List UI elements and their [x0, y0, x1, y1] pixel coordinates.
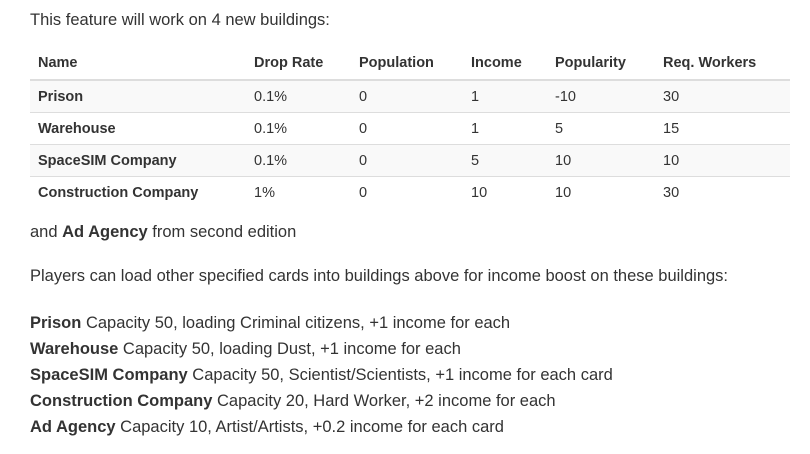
card-building-name: Construction Company	[30, 392, 213, 410]
header-req-workers: Req. Workers	[655, 47, 790, 80]
cell-req-workers: 15	[655, 113, 790, 145]
cell-income: 1	[463, 80, 547, 113]
cell-req-workers: 10	[655, 145, 790, 177]
header-popularity: Popularity	[547, 47, 655, 80]
list-item	[30, 388, 810, 414]
table-row	[30, 177, 790, 209]
intro-text: This feature will work on 4 new buildings:	[30, 11, 330, 29]
cell-drop-rate: 0.1%	[246, 113, 351, 145]
cell-popularity: -10	[547, 80, 655, 113]
list-item	[30, 336, 810, 362]
card-building-name: Prison	[30, 314, 82, 332]
cell-drop-rate: 0.1%	[246, 80, 351, 113]
cell-income: 10	[463, 177, 547, 209]
card-description: Capacity 50, Scientist/Scientists, +1 income for each card	[187, 366, 613, 384]
edition-note-suffix: from second edition	[147, 223, 297, 241]
list-item	[30, 362, 810, 388]
cell-population: 0	[351, 177, 463, 209]
table-row	[30, 113, 790, 145]
card-description: Capacity 50, loading Criminal citizens, +1 income for each	[81, 314, 511, 332]
header-income: Income	[463, 47, 547, 80]
header-drop-rate: Drop Rate	[246, 47, 351, 80]
cell-popularity: 10	[547, 145, 655, 177]
cell-name: Warehouse	[30, 113, 246, 145]
table-row	[30, 80, 790, 113]
cell-name: SpaceSIM Company	[30, 145, 246, 177]
header-name: Name	[30, 47, 246, 80]
card-capacity-list	[30, 310, 810, 440]
buildings-table	[30, 47, 790, 208]
cell-drop-rate: 0.1%	[246, 145, 351, 177]
card-building-name: SpaceSIM Company	[30, 366, 188, 384]
card-description: Capacity 50, loading Dust, +1 income for each	[118, 340, 461, 358]
cell-req-workers: 30	[655, 177, 790, 209]
cell-drop-rate: 1%	[246, 177, 351, 209]
cell-population: 0	[351, 145, 463, 177]
table-row	[30, 145, 790, 177]
cell-name: Prison	[30, 80, 246, 113]
cell-popularity: 10	[547, 177, 655, 209]
card-building-name: Warehouse	[30, 340, 119, 358]
card-description: Capacity 10, Artist/Artists, +0.2 income for each card	[115, 418, 504, 436]
cell-income: 5	[463, 145, 547, 177]
cell-population: 0	[351, 113, 463, 145]
edition-note-prefix: and	[30, 223, 63, 241]
cell-population: 0	[351, 80, 463, 113]
edition-note	[30, 222, 810, 242]
card-description: Capacity 20, Hard Worker, +2 income for each	[212, 392, 556, 410]
cell-income: 1	[463, 113, 547, 145]
cell-req-workers: 30	[655, 80, 790, 113]
header-population: Population	[351, 47, 463, 80]
cell-popularity: 5	[547, 113, 655, 145]
list-item	[30, 310, 810, 336]
cell-name: Construction Company	[30, 177, 246, 209]
edition-note-building: Ad Agency	[62, 223, 148, 241]
list-item	[30, 414, 810, 440]
table-header-row	[30, 47, 790, 80]
card-building-name: Ad Agency	[30, 418, 116, 436]
loading-note: Players can load other specified cards into buildings above for income boost on these buildings:	[30, 267, 729, 285]
